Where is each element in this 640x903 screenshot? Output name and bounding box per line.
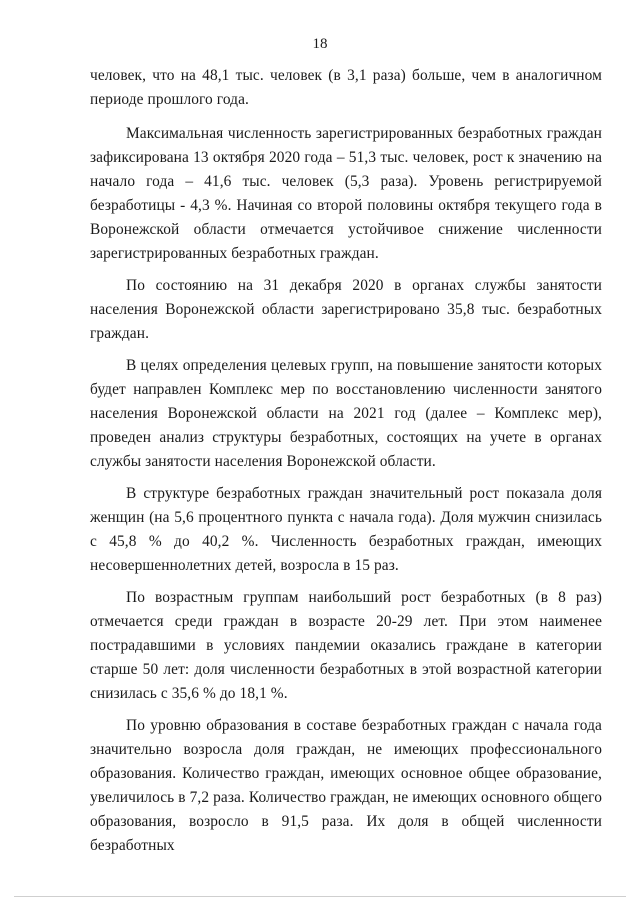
paragraph-gender-structure: В структуре безработных граждан значительный рост показала доля женщин (на 5,6 процентного пункта с начала года). Доля мужчин снизилась с 45,8 % до 40,2 %. Численность безработных граждан, имеющих несовершеннолетних детей, возросла в 15 раз. — [90, 485, 602, 574]
paragraph-target-groups: В целях определения целевых групп, на повышение занятости которых будет направлен Комплекс мер по восстановлению численности занятого населения Воронежской области на 2021 год (далее – Комплекс мер), проведен анализ структуры безработных, состоящих на учете в органах службы занятости населения Воронежской области. — [90, 357, 602, 470]
paragraph-continuation: человек, что на 48,1 тыс. человек (в 3,1 раза) больше, чем в аналогичном периоде прошлого года. — [90, 67, 602, 108]
page-number: 18 — [312, 36, 328, 52]
paragraph-year-end-status: По состоянию на 31 декабря 2020 в органах службы занятости населения Воронежской области зарегистрировано 35,8 тыс. безработных граждан. — [90, 277, 602, 342]
paragraph-age-groups: По возрастным группам наибольший рост безработных (в 8 раз) отмечается среди граждан в возрасте 20-29 лет. При этом наименее пострадавшими в условиях пандемии оказались граждане в категории старше 50 лет: доля численности безработных в этой возрастной категории снизилась с 35,6 % до 18,1 %. — [90, 589, 602, 702]
paragraph-education-level: По уровню образования в составе безработных граждан с начала года значительно возросла доля граждан, не имеющих профессионального образования. Количество граждан, имеющих основное общее образование, увеличилось в 7,2 раза. Количество граждан, не имеющих основного общего образования, возросло в 91,5 раза. Их доля в общей численности безработных — [90, 717, 602, 854]
paragraph-max-unemployed: Максимальная численность зарегистрированных безработных граждан зафиксирована 13 октября 2020 года – 51,3 тыс. человек, рост к значению на начало года – 41,6 тыс. человек (5,3 раза). Уровень регистрируемой безработицы - 4,3 %. Начиная со второй половины октября текущего года в Воронежской области отмечается устойчивое снижение численности зарегистрированных безработных граждан. — [90, 125, 602, 262]
page-bottom-edge — [14, 896, 626, 897]
body-text — [90, 64, 602, 866]
